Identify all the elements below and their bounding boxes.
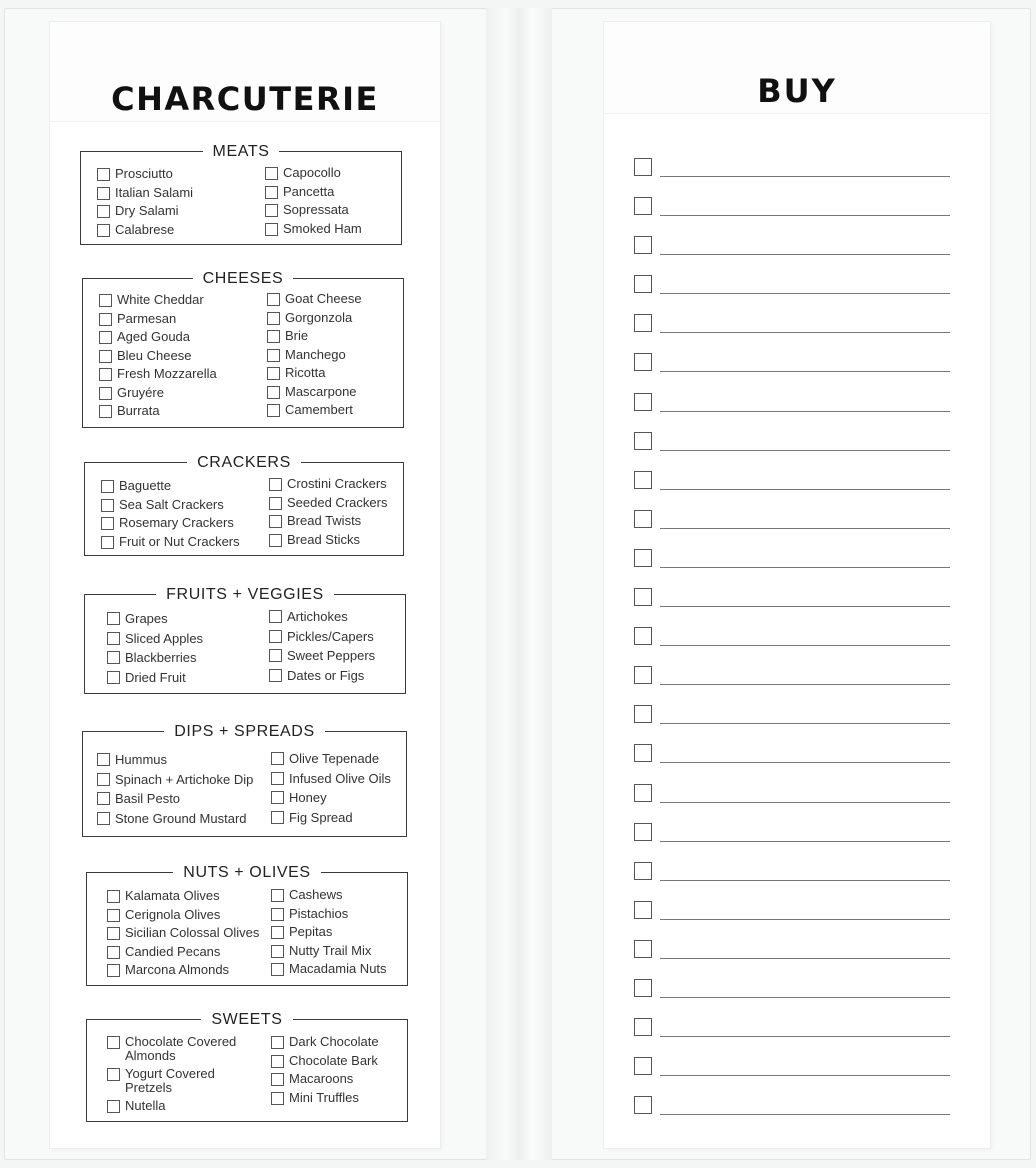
left-column xyxy=(107,1035,247,1113)
write-in-line[interactable] xyxy=(660,489,950,490)
checklist-item[interactable]: Camembert xyxy=(267,401,402,420)
checklist-item[interactable]: Infused Olive Oils xyxy=(271,769,405,789)
checkbox[interactable] xyxy=(634,979,652,997)
checkbox[interactable] xyxy=(267,386,280,399)
checklist-item[interactable]: Bleu Cheese xyxy=(99,347,259,366)
buy-row[interactable] xyxy=(634,627,950,666)
section-title: NUTS + OLIVES xyxy=(173,864,320,881)
checkbox[interactable] xyxy=(269,610,282,623)
checkbox[interactable] xyxy=(634,940,652,958)
buy-row[interactable] xyxy=(634,471,950,510)
checkbox[interactable] xyxy=(99,294,112,307)
write-in-line[interactable] xyxy=(660,1036,950,1037)
write-in-line[interactable] xyxy=(660,802,950,803)
write-in-line[interactable] xyxy=(660,684,950,685)
checkbox[interactable] xyxy=(271,1073,284,1086)
checklist-item[interactable]: Fresh Mozzarella xyxy=(99,365,259,384)
checkbox[interactable] xyxy=(271,945,284,958)
section-title: CRACKERS xyxy=(187,454,301,471)
write-in-line[interactable] xyxy=(660,1114,950,1115)
folder-spine xyxy=(486,8,552,1160)
checklist-item[interactable]: Goat Cheese xyxy=(267,290,402,309)
buy-row[interactable] xyxy=(634,353,950,392)
checkbox[interactable] xyxy=(271,1055,284,1068)
checkbox[interactable] xyxy=(267,349,280,362)
write-in-line[interactable] xyxy=(660,958,950,959)
charcuterie-title: CHARCUTERIE xyxy=(111,80,379,118)
checklist-item[interactable]: Sopressata xyxy=(265,201,400,220)
checklist-item[interactable]: Nutella xyxy=(107,1099,247,1113)
checkbox[interactable] xyxy=(271,908,284,921)
checkbox[interactable] xyxy=(269,669,282,682)
checkbox[interactable] xyxy=(269,478,282,491)
checklist-item[interactable]: Marcona Almonds xyxy=(107,961,277,980)
checkbox[interactable] xyxy=(634,862,652,880)
checklist-item[interactable]: Spinach + Artichoke Dip xyxy=(97,770,273,790)
write-in-line[interactable] xyxy=(660,293,950,294)
write-in-line[interactable] xyxy=(660,1075,950,1076)
checkbox[interactable] xyxy=(634,666,652,684)
write-in-line[interactable] xyxy=(660,567,950,568)
checkbox[interactable] xyxy=(634,471,652,489)
checkbox[interactable] xyxy=(107,927,120,940)
checkbox[interactable] xyxy=(99,368,112,381)
checklist-item[interactable]: Chocolate Bark xyxy=(271,1052,405,1071)
right-column xyxy=(265,164,400,238)
checklist-item[interactable]: Stone Ground Mustard xyxy=(97,809,273,829)
checkbox[interactable] xyxy=(99,405,112,418)
write-in-line[interactable] xyxy=(660,997,950,998)
checkbox[interactable] xyxy=(101,480,114,493)
checklist-item[interactable]: Smoked Ham xyxy=(265,220,400,239)
checkbox[interactable] xyxy=(101,536,114,549)
checkbox[interactable] xyxy=(634,1018,652,1036)
buy-row[interactable] xyxy=(634,236,950,275)
checkbox[interactable] xyxy=(634,432,652,450)
checklist-item[interactable]: Mascarpone xyxy=(267,383,402,402)
section-meats xyxy=(80,143,402,245)
section-title: CHEESES xyxy=(193,270,294,287)
checkbox[interactable] xyxy=(634,823,652,841)
buy-row[interactable] xyxy=(634,510,950,549)
checkbox[interactable] xyxy=(267,367,280,380)
checklist-item[interactable]: Dark Chocolate xyxy=(271,1033,405,1052)
checklist-item[interactable]: Sliced Apples xyxy=(107,629,267,649)
checklist-item[interactable]: Olive Tepenade xyxy=(271,749,405,769)
checkbox[interactable] xyxy=(107,1068,120,1081)
checklist-item[interactable]: Prosciutto xyxy=(97,165,257,184)
checkbox[interactable] xyxy=(99,387,112,400)
checkbox[interactable] xyxy=(634,627,652,645)
checkbox[interactable] xyxy=(267,330,280,343)
checklist-item[interactable]: Macaroons xyxy=(271,1070,405,1089)
checkbox[interactable] xyxy=(269,497,282,510)
left-column xyxy=(97,750,273,828)
checkbox[interactable] xyxy=(634,549,652,567)
checkbox[interactable] xyxy=(271,811,284,824)
checklist-item[interactable]: Dried Fruit xyxy=(107,668,267,688)
checklist-item[interactable]: Gorgonzola xyxy=(267,309,402,328)
checkbox[interactable] xyxy=(271,1036,284,1049)
checkbox[interactable] xyxy=(107,946,120,959)
checklist-item[interactable]: Chocolate Covered Almonds xyxy=(107,1035,247,1063)
write-in-line[interactable] xyxy=(660,176,950,177)
checklist-item[interactable]: Pickles/Capers xyxy=(269,627,405,647)
write-in-line[interactable] xyxy=(660,880,950,881)
write-in-line[interactable] xyxy=(660,371,950,372)
checkbox[interactable] xyxy=(107,612,120,625)
checkbox[interactable] xyxy=(265,223,278,236)
checkbox[interactable] xyxy=(97,205,110,218)
checkbox[interactable] xyxy=(107,1036,120,1049)
section-title: MEATS xyxy=(203,143,280,160)
checklist-item[interactable]: Nutty Trail Mix xyxy=(271,942,405,961)
checkbox[interactable] xyxy=(265,167,278,180)
left-column xyxy=(99,291,259,421)
checkbox[interactable] xyxy=(97,792,110,805)
checklist-item[interactable]: Rosemary Crackers xyxy=(101,514,265,533)
checkbox[interactable] xyxy=(271,963,284,976)
write-in-line[interactable] xyxy=(660,723,950,724)
buy-row[interactable] xyxy=(634,588,950,627)
buy-row[interactable] xyxy=(634,744,950,783)
checkbox[interactable] xyxy=(634,744,652,762)
right-column xyxy=(267,290,402,420)
buy-row[interactable] xyxy=(634,158,950,197)
checkbox[interactable] xyxy=(107,651,120,664)
checkbox[interactable] xyxy=(634,314,652,332)
checkbox[interactable] xyxy=(97,812,110,825)
write-in-line[interactable] xyxy=(660,528,950,529)
write-in-line[interactable] xyxy=(660,254,950,255)
checkbox[interactable] xyxy=(97,224,110,237)
checkbox[interactable] xyxy=(271,752,284,765)
checkbox[interactable] xyxy=(107,964,120,977)
section-title: SWEETS xyxy=(201,1011,292,1028)
checklist-item[interactable]: Baguette xyxy=(101,477,265,496)
checklist-item[interactable]: Crostini Crackers xyxy=(269,475,403,494)
checklist-item[interactable]: Calabrese xyxy=(97,221,257,240)
checkbox[interactable] xyxy=(107,671,120,684)
buy-row[interactable] xyxy=(634,275,950,314)
checkbox[interactable] xyxy=(271,772,284,785)
checkbox[interactable] xyxy=(99,313,112,326)
buy-row[interactable] xyxy=(634,940,950,979)
section-crackers xyxy=(84,454,404,556)
checklist-item[interactable]: Artichokes xyxy=(269,607,405,627)
checkbox[interactable] xyxy=(634,901,652,919)
buy-row[interactable] xyxy=(634,666,950,705)
buy-title: BUY xyxy=(757,72,837,110)
checklist-item[interactable]: Manchego xyxy=(267,346,402,365)
checkbox[interactable] xyxy=(107,909,120,922)
write-in-line[interactable] xyxy=(660,841,950,842)
write-in-line[interactable] xyxy=(660,606,950,607)
checklist-item[interactable]: Mini Truffles xyxy=(271,1089,405,1108)
section-title: DIPS + SPREADS xyxy=(164,723,324,740)
checkbox[interactable] xyxy=(267,312,280,325)
checklist-item[interactable]: Kalamata Olives xyxy=(107,887,277,906)
buy-row[interactable] xyxy=(634,823,950,862)
buy-row[interactable] xyxy=(634,314,950,353)
checkbox[interactable] xyxy=(97,187,110,200)
checklist-item[interactable]: Sea Salt Crackers xyxy=(101,496,265,515)
left-column xyxy=(101,477,265,551)
checkbox[interactable] xyxy=(634,353,652,371)
checkbox[interactable] xyxy=(101,499,114,512)
checkbox[interactable] xyxy=(634,393,652,411)
checkbox[interactable] xyxy=(101,517,114,530)
checklist-item[interactable]: Grapes xyxy=(107,609,267,629)
section-sweets xyxy=(86,1011,408,1122)
checkbox[interactable] xyxy=(265,204,278,217)
buy-row[interactable] xyxy=(634,549,950,588)
checkbox[interactable] xyxy=(97,773,110,786)
checkbox[interactable] xyxy=(271,926,284,939)
checkbox[interactable] xyxy=(634,705,652,723)
checklist-item[interactable]: Blackberries xyxy=(107,648,267,668)
checkbox[interactable] xyxy=(634,236,652,254)
checklist-item[interactable]: Sweet Peppers xyxy=(269,646,405,666)
write-in-line[interactable] xyxy=(660,762,950,763)
checklist-item[interactable]: Fruit or Nut Crackers xyxy=(101,533,265,552)
section-title: FRUITS + VEGGIES xyxy=(156,586,334,603)
checklist-item[interactable]: Bread Sticks xyxy=(269,531,403,550)
buy-row[interactable] xyxy=(634,1096,950,1135)
checkbox[interactable] xyxy=(269,630,282,643)
checklist-item[interactable]: Aged Gouda xyxy=(99,328,259,347)
checkbox[interactable] xyxy=(269,534,282,547)
checkbox[interactable] xyxy=(99,350,112,363)
checkbox[interactable] xyxy=(634,1096,652,1114)
checkbox[interactable] xyxy=(107,1100,120,1113)
checklist-item[interactable]: Parmesan xyxy=(99,310,259,329)
checklist-item[interactable]: White Cheddar xyxy=(99,291,259,310)
checkbox[interactable] xyxy=(634,275,652,293)
checkbox[interactable] xyxy=(97,753,110,766)
buy-list xyxy=(634,158,950,1135)
checklist-item[interactable]: Macadamia Nuts xyxy=(271,960,405,979)
buy-row[interactable] xyxy=(634,197,950,236)
buy-row[interactable] xyxy=(634,784,950,823)
checklist-item[interactable]: Fig Spread xyxy=(271,808,405,828)
checklist-item[interactable]: Cerignola Olives xyxy=(107,906,277,925)
checkbox[interactable] xyxy=(269,649,282,662)
checkbox[interactable] xyxy=(99,331,112,344)
checkbox[interactable] xyxy=(634,197,652,215)
right-column xyxy=(269,475,403,549)
checkbox[interactable] xyxy=(107,890,120,903)
right-column xyxy=(271,749,405,827)
checkbox[interactable] xyxy=(634,158,652,176)
write-in-line[interactable] xyxy=(660,450,950,451)
section-dips-spreads xyxy=(82,723,407,837)
checklist-item[interactable]: Dates or Figs xyxy=(269,666,405,686)
buy-row[interactable] xyxy=(634,1057,950,1096)
section-cheeses xyxy=(82,270,404,428)
checkbox[interactable] xyxy=(265,186,278,199)
buy-row[interactable] xyxy=(634,432,950,471)
write-in-line[interactable] xyxy=(660,919,950,920)
checkbox[interactable] xyxy=(634,510,652,528)
buy-row[interactable] xyxy=(634,901,950,940)
right-column xyxy=(269,607,405,685)
checkbox[interactable] xyxy=(271,1092,284,1105)
left-column xyxy=(107,609,267,687)
checklist-item[interactable]: Italian Salami xyxy=(97,184,257,203)
section-nuts-olives xyxy=(86,864,408,986)
buy-row[interactable] xyxy=(634,705,950,744)
checklist-item[interactable]: Honey xyxy=(271,788,405,808)
section-fruits-veggies xyxy=(84,586,406,694)
checklist-item[interactable]: Basil Pesto xyxy=(97,789,273,809)
checklist-item[interactable]: Pancetta xyxy=(265,183,400,202)
checklist-item[interactable]: Gruyére xyxy=(99,384,259,403)
checkbox[interactable] xyxy=(107,632,120,645)
right-column xyxy=(271,1033,405,1107)
checklist-item[interactable]: Cashews xyxy=(271,886,405,905)
buy-row[interactable] xyxy=(634,979,950,1018)
charcuterie-pad xyxy=(50,22,440,1148)
checkbox[interactable] xyxy=(269,515,282,528)
checklist-item[interactable]: Pepitas xyxy=(271,923,405,942)
write-in-line[interactable] xyxy=(660,411,950,412)
checklist-item[interactable]: Candied Pecans xyxy=(107,943,277,962)
checklist-item[interactable]: Yogurt Covered Pretzels xyxy=(107,1067,247,1095)
buy-row[interactable] xyxy=(634,1018,950,1057)
checkbox[interactable] xyxy=(271,889,284,902)
checklist-item[interactable]: Seeded Crackers xyxy=(269,494,403,513)
checklist-item[interactable]: Sicilian Colossal Olives xyxy=(107,924,277,943)
checklist-item[interactable]: Hummus xyxy=(97,750,273,770)
checkbox[interactable] xyxy=(634,784,652,802)
buy-pad xyxy=(604,22,990,1148)
buy-row[interactable] xyxy=(634,862,950,901)
checklist-item[interactable]: Pistachios xyxy=(271,905,405,924)
checkbox[interactable] xyxy=(267,404,280,417)
checklist-item[interactable]: Capocollo xyxy=(265,164,400,183)
write-in-line[interactable] xyxy=(660,332,950,333)
write-in-line[interactable] xyxy=(660,645,950,646)
left-column xyxy=(107,887,277,980)
checkbox[interactable] xyxy=(634,1057,652,1075)
checklist-item[interactable]: Bread Twists xyxy=(269,512,403,531)
buy-row[interactable] xyxy=(634,393,950,432)
checklist-item[interactable]: Dry Salami xyxy=(97,202,257,221)
checkbox[interactable] xyxy=(634,588,652,606)
checklist-item[interactable]: Brie xyxy=(267,327,402,346)
checkbox[interactable] xyxy=(97,168,110,181)
checklist-item[interactable]: Ricotta xyxy=(267,364,402,383)
left-column xyxy=(97,165,257,239)
checkbox[interactable] xyxy=(267,293,280,306)
right-column xyxy=(271,886,405,979)
checklist-item[interactable]: Burrata xyxy=(99,402,259,421)
write-in-line[interactable] xyxy=(660,215,950,216)
checkbox[interactable] xyxy=(271,791,284,804)
